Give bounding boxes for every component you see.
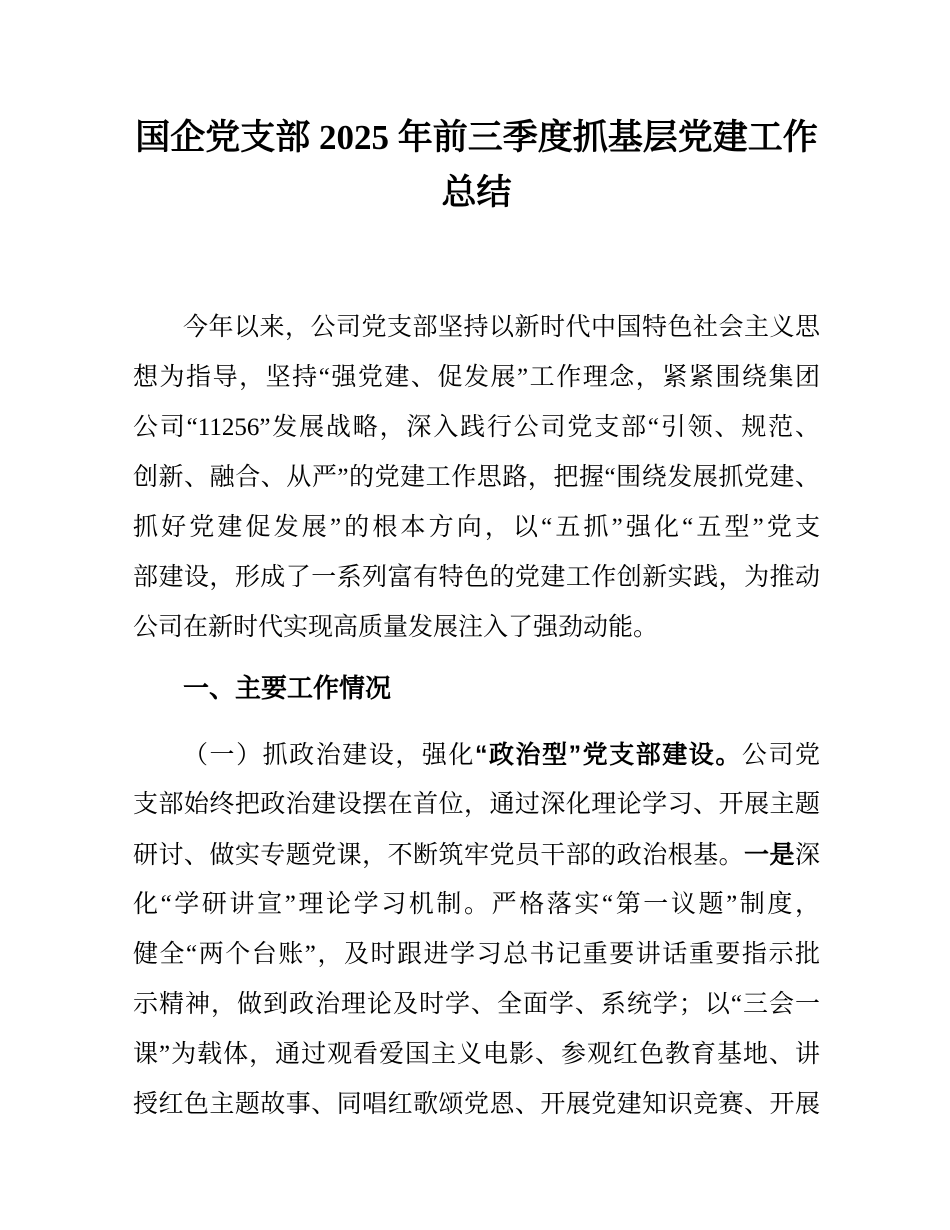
text-line (133, 980, 820, 1030)
text-line (133, 1030, 820, 1080)
text-line (133, 553, 820, 603)
body-text: 授红色主题故事、同唱红歌颂党恩、开展党建知识竞赛、开展 (133, 1091, 820, 1118)
body-text: 公司“11256”发展战略，深入践行公司党支部“引领、规范、 (133, 414, 820, 441)
body-text: 创新、融合、从严”的党建工作思路，把握“围绕发展抓党建、 (133, 464, 820, 491)
text-line (133, 880, 820, 930)
text-line (133, 503, 820, 553)
text-line (133, 453, 820, 503)
body-text: 抓好党建促发展”的根本方向，以“五抓”强化“五型”党支 (133, 514, 820, 541)
body-text: 公司党 (741, 742, 820, 769)
text-line (133, 730, 820, 780)
body-text: 化“学研讲宣”理论学习机制。严格落实“第一议题”制度， (133, 891, 820, 918)
emphasis-text: “政治型”党支部建设。 (474, 741, 742, 769)
text-line (133, 1080, 820, 1130)
body-text: 支部始终把政治建设摆在首位，通过深化理论学习、开展主题 (133, 791, 820, 818)
body-text: 示精神，做到政治理论及时学、全面学、系统学；以“三会一 (133, 991, 820, 1018)
document-title (133, 110, 820, 220)
text-line (133, 603, 820, 653)
section-heading: 一、主要工作情况 (183, 673, 392, 703)
document-title-line-2: 总结 (441, 173, 512, 212)
emphasis-text: 一是 (744, 841, 795, 869)
body-text: 想为指导，坚持“强党建、促发展”工作理念，紧紧围绕集团 (133, 364, 820, 391)
text-line (133, 780, 820, 830)
text-line (133, 353, 820, 403)
body-text: （一）抓政治建设，强化 (183, 742, 475, 769)
body-text: 研讨、做实专题党课，不断筑牢党员干部的政治根基。 (133, 842, 745, 869)
body-text: 今年以来，公司党支部坚持以新时代中国特色社会主义思 (183, 314, 820, 341)
body-text: 深 (794, 842, 820, 869)
text-line (133, 830, 820, 880)
body-text: 公司在新时代实现高质量发展注入了强劲动能。 (133, 614, 659, 641)
body-text: 健全“两个台账”，及时跟进学习总书记重要讲话重要指示批 (133, 941, 820, 968)
body-text: 部建设，形成了一系列富有特色的党建工作创新实践，为推动 (133, 564, 820, 591)
text-line (133, 930, 820, 980)
paragraph (133, 730, 820, 1130)
text-line (133, 303, 820, 353)
body-text: 课”为载体，通过观看爱国主义电影、参观红色教育基地、讲 (133, 1041, 820, 1068)
text-line (133, 403, 820, 453)
paragraph (133, 303, 820, 653)
document-body (133, 303, 820, 1130)
document-title-line-1: 国企党支部 2025 年前三季度抓基层党建工作 (135, 118, 818, 157)
